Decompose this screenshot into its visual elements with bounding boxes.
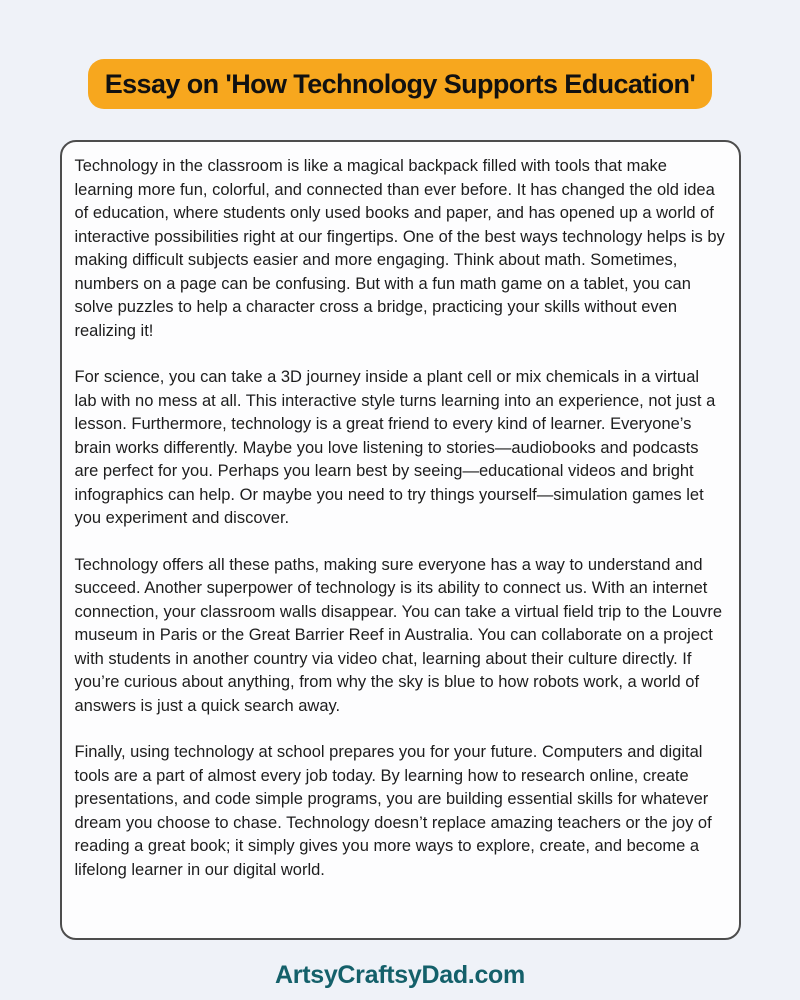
essay-paragraph: Technology in the classroom is like a magical backpack filled with tools that make learning more fun, colorful, and connected than ever before. It has changed the old idea of education, where students only used books and paper, and has opened up a world of interactive possibilities right at our fingertips. One of the best ways technology helps is by making difficult subjects easier and more engaging. Think about math. Sometimes, numbers on a page can be confusing. But with a fun math game on a tablet, you can solve puzzles to help a character cross a bridge, practicing your skills without even realizing it! (74, 157, 725, 340)
essay-card (60, 140, 741, 940)
essay-paragraph: Technology offers all these paths, making sure everyone has a way to understand and succeed. Another superpower of technology is its ability to connect us. With an internet connection, your classroom walls disappear. You can take a virtual field trip to the Louvre museum in Paris or the Great Barrier Reef in Australia. You can collaborate on a project with students in another country via video chat, learning about their culture directly. If you’re curious about anything, from why the sky is blue to how robots work, a world of answers is just a quick search away. (74, 555, 723, 715)
title-row (0, 0, 800, 109)
site-footer (0, 961, 800, 990)
page-title: Essay on 'How Technology Supports Education' (88, 59, 713, 109)
essay-paragraph: For science, you can take a 3D journey inside a plant cell or mix chemicals in a virtual lab with no mess at all. This interactive style turns learning into an experience, not just a lesson. Furthermore, technology is a great friend to every kind of learner. Everyone’s brain works differently. Maybe you love listening to stories—audiobooks and podcasts are perfect for you. Perhaps you learn best by seeing—educational videos and bright infographics can help. Or maybe you need to try things yourself—simulation games let you experiment and discover. (74, 368, 716, 528)
essay-paragraph: Finally, using technology at school prepares you for your future. Computers and digital tools are a part of almost every job today. By learning how to research online, create presentations, and code simple programs, you are building essential skills for whatever dream you choose to chase. Technology doesn’t replace amazing teachers or the joy of reading a great book; it simply gives you more ways to explore, create, and become a lifelong learner in our digital world. (74, 743, 712, 879)
site-name-link[interactable]: ArtsyCraftsyDad.com (275, 961, 525, 989)
